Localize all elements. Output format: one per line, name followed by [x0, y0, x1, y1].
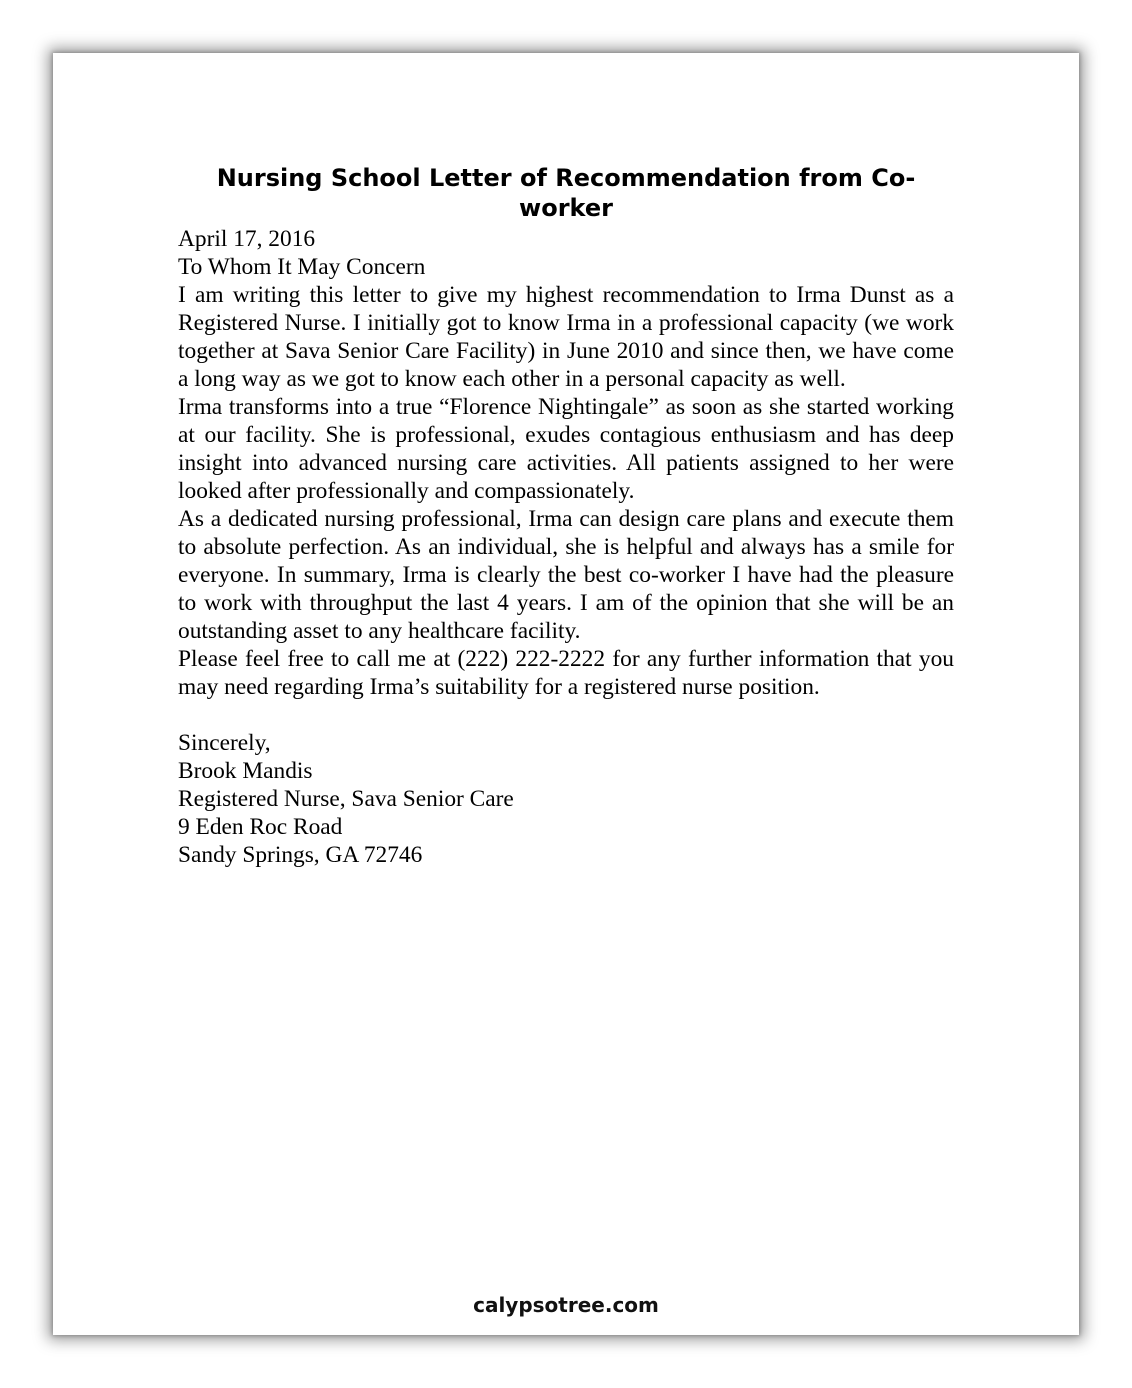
paragraph-spacer	[178, 701, 954, 729]
letter-page	[53, 53, 1079, 1335]
letter-paragraph-1: I am writing this letter to give my highest recommendation to Irma Dunst as a Registered Nurse. I initially got to know Irma in a professional capacity (we work together at Sava Senior Care Facility) in June 2010 and since then, we have come a long way as we got to know each other in a personal capacity as well.	[178, 282, 954, 392]
letter-closing: Sincerely,	[178, 730, 271, 756]
letter-paragraph-3: As a dedicated nursing professional, Irma can design care plans and execute them to absolute perfection. As an individual, she is helpful and always has a smile for everyone. In summary, Irma is clearly the best co-worker I have had the pleasure to work with throughput the last 4 years. I am of the opinion that she will be an outstanding asset to any healthcare facility.	[178, 506, 954, 644]
signer-address-line-1: 9 Eden Roc Road	[178, 814, 343, 840]
letter-paragraph-2: Irma transforms into a true “Florence Nightingale” as soon as she started working at our facility. She is professional, exudes contagious enthusiasm and has deep insight into advanced nursing care activities. All patients assigned to her were looked after professionally and compassionately.	[178, 394, 954, 504]
footer-watermark: calypsotree.com	[473, 1293, 659, 1317]
signer-name: Brook Mandis	[178, 758, 313, 784]
letter-title: Nursing School Letter of Recommendation from Co-worker	[216, 164, 916, 222]
letter-body	[178, 225, 954, 869]
letter-date: April 17, 2016	[178, 226, 316, 252]
letter-salutation: To Whom It May Concern	[178, 254, 426, 280]
signer-position: Registered Nurse, Sava Senior Care	[178, 786, 514, 812]
signer-address-line-2: Sandy Springs, GA 72746	[178, 842, 423, 868]
letter-paragraph-4: Please feel free to call me at (222) 222-2222 for any further information that you may need regarding Irma’s suitability for a registered nurse position.	[178, 646, 954, 700]
